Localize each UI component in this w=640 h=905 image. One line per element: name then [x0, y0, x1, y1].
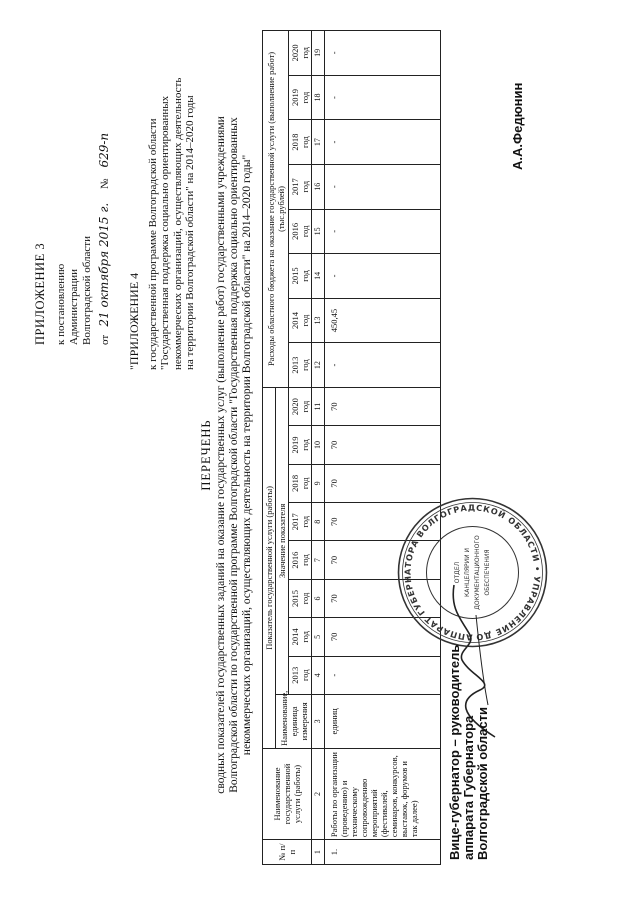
expense-value-cell: -: [325, 209, 441, 254]
column-number: 2: [312, 748, 325, 839]
indicator-value-cell: 70: [325, 387, 441, 425]
year-label: 2013: [290, 666, 300, 684]
indicator-value-cell: 70: [325, 541, 441, 579]
column-number: 1: [312, 840, 325, 865]
year-label: 2017: [290, 178, 300, 196]
value-year-2020: [289, 387, 312, 425]
year-unit-label: год: [300, 91, 310, 104]
seal-ring-text: АППАРАТ ГУБЕРНАТОРА ВОЛГОГРАДСКОЙ ОБЛАСТИ • УПРАВЛЕНИЕ ДО: [402, 502, 543, 643]
column-number-row: [312, 31, 325, 865]
year-unit-label: год: [300, 515, 310, 528]
year-unit-label: год: [300, 669, 310, 682]
expense-year-2018: [289, 120, 312, 165]
seal-center-line-1: ОТДЕЛ: [454, 561, 461, 584]
indicator-value-cell: 70: [325, 426, 441, 464]
header-service-name: Наименование государственной услуги (работы): [263, 748, 312, 839]
document-heading: [200, 45, 254, 865]
heading-word: ПЕРЕЧЕНЬ: [199, 419, 213, 491]
appendix-3-line-1: к постановлению: [55, 263, 67, 345]
column-number: 13: [312, 298, 325, 343]
year-unit-label: год: [300, 136, 310, 148]
column-number: 19: [312, 31, 325, 76]
row-unit: единиц: [325, 694, 441, 748]
year-label: 2020: [290, 44, 300, 62]
year-unit-label: год: [300, 47, 310, 59]
year-unit-label: год: [300, 554, 310, 566]
indicators-table: [262, 30, 441, 865]
expense-value-cell: -: [325, 254, 441, 299]
column-number: 8: [312, 503, 325, 541]
column-number: 17: [312, 120, 325, 165]
column-number: 3: [312, 694, 325, 748]
year-unit-label: год: [300, 439, 310, 451]
appendix-3-line-2: Администрации: [68, 268, 80, 345]
appendix-3-header: [34, 15, 112, 345]
expense-year-2019: [289, 75, 312, 120]
seal-center-line-3: ДОКУМЕНТАЦИОННОГО: [474, 535, 481, 610]
seal-center-line-2: КАНЦЕЛЯРИИ И: [464, 548, 471, 597]
year-label: 2019: [290, 89, 300, 107]
indicator-value-cell: 70: [325, 503, 441, 541]
year-label: 2017: [290, 513, 300, 531]
date-prefix: от: [99, 334, 111, 345]
appendix-4-line-2: "Государственная поддержка социально ориентированных: [159, 95, 171, 370]
expense-year-2014: [289, 298, 312, 343]
value-year-2014: [289, 618, 312, 656]
date-value: 21 октября 2015 г.: [97, 202, 111, 327]
value-year-2018: [289, 464, 312, 502]
year-unit-label: год: [300, 592, 310, 605]
expense-year-2016: [289, 209, 312, 254]
year-label: 2019: [290, 436, 300, 454]
value-year-2017: [289, 503, 312, 541]
year-label: 2018: [290, 474, 300, 492]
column-number: 16: [312, 164, 325, 209]
header-number: № п/п: [263, 840, 312, 865]
year-label: 2016: [290, 551, 300, 569]
signature-line-2: аппарата Губернатора: [461, 715, 476, 860]
heading-line-2: Волгоградской области по государственной программе Волгоградской области "Государственная поддержка социально ориентированных: [228, 117, 240, 793]
appendix-4-line-1: к государственной программе Волгоградской области: [146, 118, 159, 370]
indicator-value-cell: 70: [325, 464, 441, 502]
row-number: 1.: [325, 840, 441, 865]
signature-line-1: Вице-губернатор – руководитель: [447, 644, 462, 860]
value-year-2013: [289, 656, 312, 694]
column-number: 14: [312, 254, 325, 299]
year-label: 2014: [290, 312, 300, 329]
table-row: [325, 31, 441, 865]
year-label: 2015: [290, 589, 300, 607]
year-unit-label: год: [300, 631, 310, 643]
year-label: 2016: [290, 222, 300, 240]
row-service-name: Работы по организации (проведению) и техническому сопровождению мероприятий (фестивалей, семинаров, конкурсов, выставок, форумов и так далее): [325, 748, 441, 839]
column-number: 10: [312, 426, 325, 464]
expense-value-cell: -: [325, 31, 441, 76]
column-number: 11: [312, 387, 325, 425]
year-unit-label: год: [300, 180, 310, 193]
indicator-value-cell: 70: [325, 579, 441, 617]
number-value: 629-п: [97, 132, 111, 168]
heading-line-3: некоммерческих организаций, осуществляющих деятельность на территории Волгоградской области" на 2014–2020 годы": [241, 154, 253, 756]
year-unit-label: год: [300, 400, 310, 413]
value-year-2019: [289, 426, 312, 464]
value-year-2015: [289, 579, 312, 617]
column-number: 15: [312, 209, 325, 254]
year-label: 2018: [290, 133, 300, 151]
year-unit-label: год: [300, 314, 310, 327]
signature-block: [448, 645, 490, 860]
appendix-3-line-3: Волгоградской области: [81, 236, 93, 345]
signature-line-3: Волгоградской области: [475, 707, 490, 860]
expense-value-cell: -: [325, 164, 441, 209]
header-indicator-value: Значение показателя: [276, 387, 289, 694]
year-unit-label: год: [300, 359, 310, 371]
column-number: 12: [312, 343, 325, 388]
appendix-4-header: [128, 40, 197, 370]
year-unit-label: год: [300, 225, 310, 238]
appendix-4-line-4: на территории Волгоградской области" на 2014–2020 годы: [184, 95, 196, 370]
column-number: 7: [312, 541, 325, 579]
column-number: 9: [312, 464, 325, 502]
column-number: 4: [312, 656, 325, 694]
year-label: 2013: [290, 356, 300, 374]
indicator-value-cell: -: [325, 656, 441, 694]
column-number: 6: [312, 579, 325, 617]
expense-year-2020: [289, 31, 312, 76]
expense-year-2017: [289, 164, 312, 209]
expense-value-cell: -: [325, 75, 441, 120]
header-indicator-name: Наименование, единица измерения: [276, 694, 312, 748]
signatory-name: А.А.Федюнин: [510, 82, 525, 170]
appendix-3-title: ПРИЛОЖЕНИЕ 3: [33, 242, 47, 345]
column-number: 18: [312, 75, 325, 120]
expense-year-2015: [289, 254, 312, 299]
expense-value-cell: 450,45: [325, 298, 441, 343]
expense-value-cell: -: [325, 343, 441, 388]
header-expenses: Расходы областного бюджета на оказание государственной услуги (выполнение работ) (тыс.рублей): [263, 31, 289, 388]
year-label: 2014: [290, 628, 300, 646]
header-indicator: Показатель государственной услуги (работы): [263, 387, 276, 748]
expense-value-cell: -: [325, 120, 441, 165]
appendix-4-line-3: некоммерческих организаций, осуществляющих деятельность: [171, 77, 184, 370]
year-label: 2015: [290, 267, 300, 285]
indicator-value-cell: 70: [325, 618, 441, 656]
heading-line-1: сводных показателей государственных заданий на оказание государственных услуг (выполнение работ) государственными учреждениями: [215, 116, 227, 794]
year-label: 2020: [290, 398, 300, 416]
appendix-4-title: "ПРИЛОЖЕНИЕ 4: [127, 272, 141, 370]
expense-year-2013: [289, 343, 312, 388]
year-unit-label: год: [300, 477, 310, 490]
number-sign: №: [99, 178, 111, 190]
value-year-2016: [289, 541, 312, 579]
column-number: 5: [312, 618, 325, 656]
year-unit-label: год: [300, 270, 310, 282]
seal-center-line-4: ОБЕСПЕЧЕНИЯ: [484, 549, 491, 596]
